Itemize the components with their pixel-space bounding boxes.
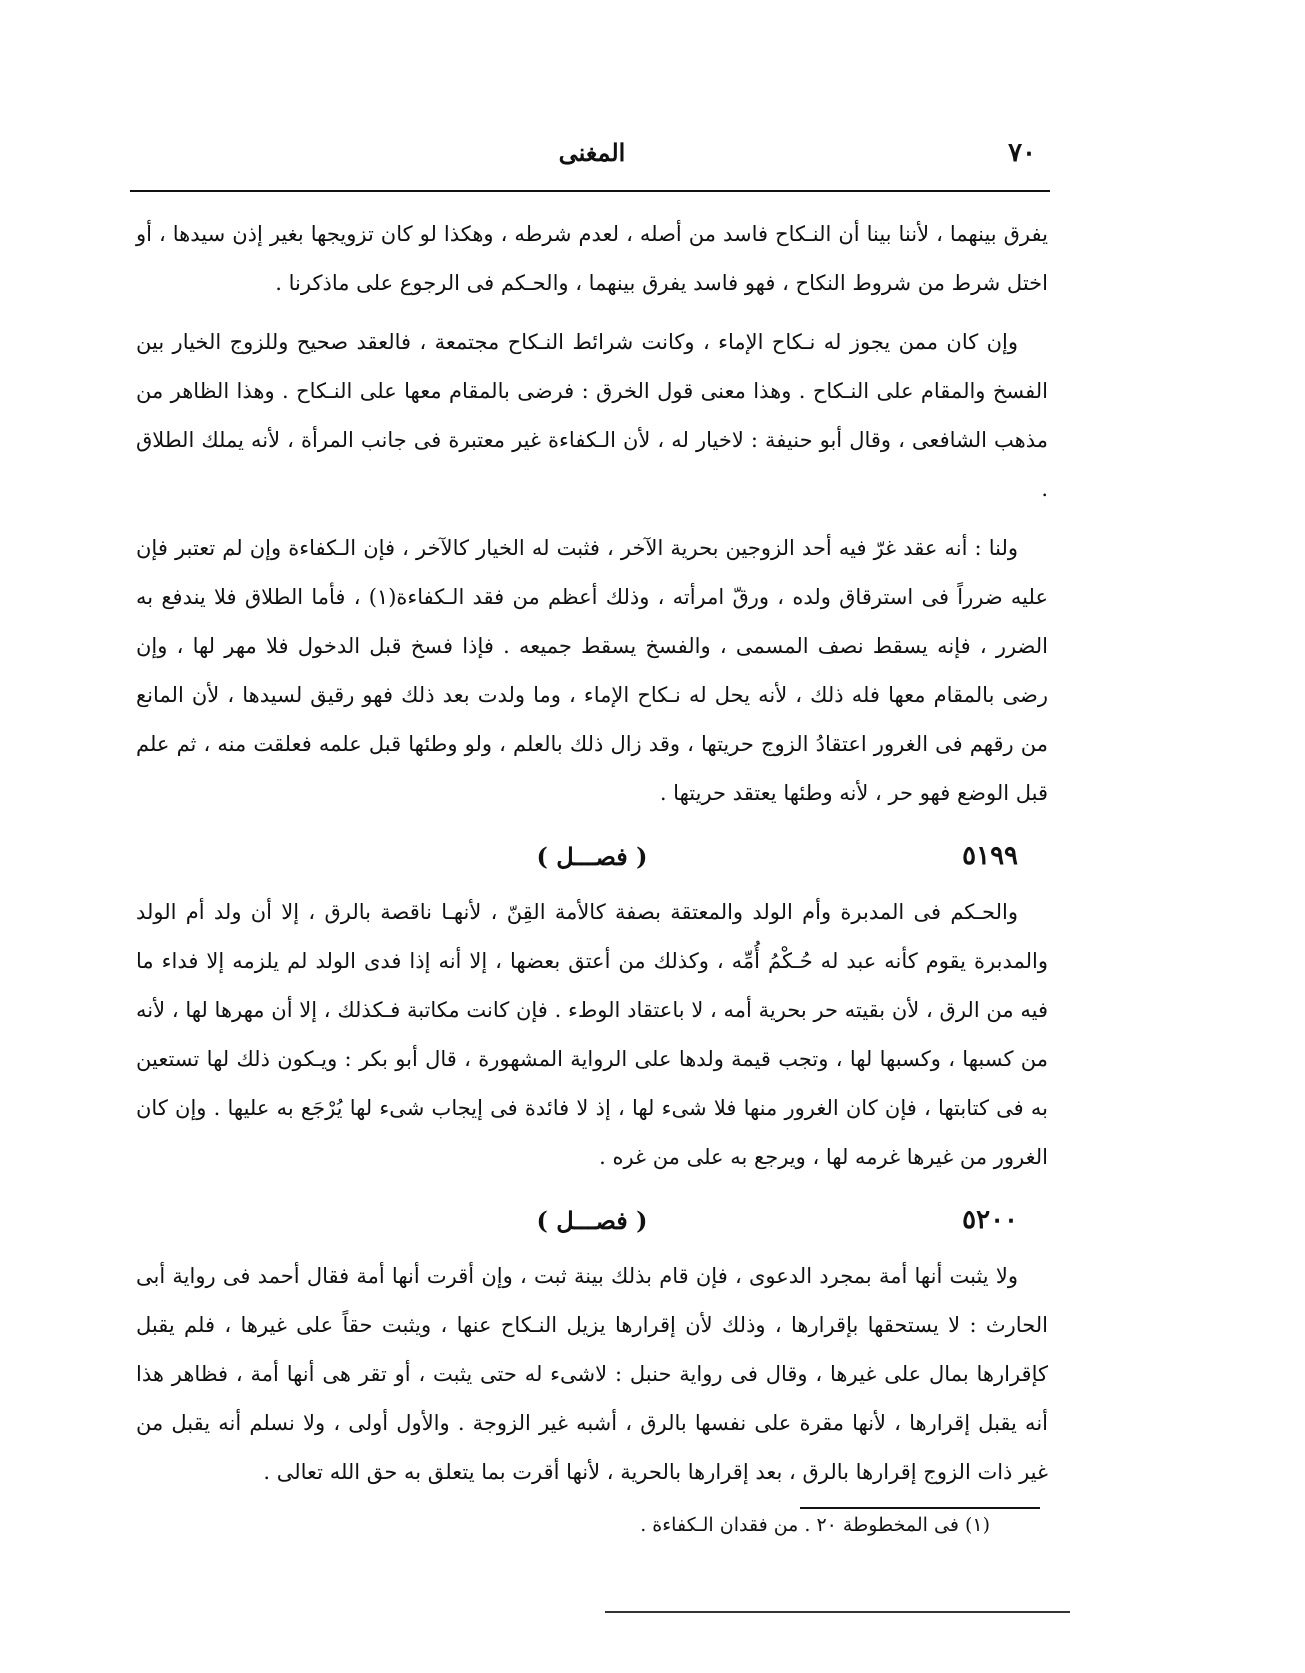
footnote: (١) فى المخطوطة ٢٠ . من فقدان الـكفاءة . — [640, 1514, 990, 1536]
section-heading — [136, 1192, 1048, 1244]
body-text — [136, 210, 1048, 1507]
running-title: المغنى — [558, 138, 626, 167]
section-heading — [136, 828, 1048, 880]
section-number: ٥١٩٩ — [962, 841, 1018, 871]
footnote-rule — [800, 1507, 1040, 1509]
section-label: ( فصـــل ) — [536, 842, 648, 871]
bottom-rule — [605, 1611, 1070, 1613]
header-rule — [130, 190, 1050, 192]
paragraph: ولنا : أنه عقد غرّ فيه أحد الزوجين بحرية الآخر ، فثبت له الخيار كالآخر ، فإن الـكفاءة وإن لم تعتبر فإن عليه ضرراً فى استرقاق ولده ، ورقّ امرأته ، وذلك أعظم من فقد الـكفاءة(١) ، فأما الطلاق فلا يندفع به الضرر ، فإنه يسقط نصف المسمى ، والفسخ يسقط جميعه . فإذا فسخ قبل الدخول فلا مهر لها ، وإن رضى بالمقام معها فله ذلك ، لأنه يحل له نـكاح الإماء ، وما ولدت بعد ذلك فهو رقيق لسيدها ، لأن المانع من رقهم فى الغرور اعتقادُ الزوج حريتها ، وقد زال ذلك بالعلم ، ولو وطئها قبل علمه فعلقت منه ، ثم علم قبل الوضع فهو حر ، لأنه وطئها يعتقد حريتها . — [136, 536, 1049, 805]
paragraph: وإن كان ممن يجوز له نـكاح الإماء ، وكانت شرائط النـكاح مجتمعة ، فالعقد صحيح وللزوج الخيار بين الفسخ والمقام على النـكاح . وهذا معنى قول الخرق : فرضى بالمقام معها على النـكاح . وهذا الظاهر من مذهب الشافعى ، وقال أبو حنيفة : لاخيار له ، لأن الـكفاءة غير معتبرة فى جانب المرأة ، لأنه يملك الطلاق . — [136, 330, 1048, 501]
page-header — [136, 130, 1048, 180]
section-number: ٥٢٠٠ — [962, 1205, 1018, 1235]
section-label: ( فصـــل ) — [536, 1206, 648, 1235]
paragraph: يفرق بينهما ، لأننا بينا أن النـكاح فاسد من أصله ، لعدم شرطه ، وهكذا لو كان تزويجها بغير إذن سيدها ، أو اختل شرط من شروط النكاح ، فهو فاسد يفرق بينهما ، والحـكم فى الرجوع على ماذكرنا . — [136, 222, 1048, 295]
paragraph: ولا يثبت أنها أمة بمجرد الدعوى ، فإن قام بذلك بينة ثبت ، وإن أقرت أنها أمة فقال أحمد فى رواية أبى الحارث : لا يستحقها بإقرارها ، وذلك لأن إقرارها يزيل النـكاح عنها ، ويثبت حقاً على غيرها ، فلم يقبل كإقرارها بمال على غيرها ، وقال فى رواية حنبل : لاشىء له حتى يثبت ، أو تقر هى أنها أمة ، فظاهر هذا أنه يقبل إقرارها ، لأنها مقرة على نفسها بالرق ، أشبه غير الزوجة . والأول أولى ، ولا نسلم أنه يقبل من غير ذات الزوج إقرارها بالرق ، بعد إقرارها بالحرية ، لأنها أقرت بما يتعلق به حق الله تعالى . — [136, 1264, 1048, 1484]
paragraph: والحـكم فى المدبرة وأم الولد والمعتقة بصفة كالأمة القِنّ ، لأنهـا ناقصة بالرق ، إلا أن ولد أم الولد والمدبرة يقوم كأنه عبد له حُـكْمُ أُمِّه ، وكذلك من أعتق بعضها ، إلا أنه إذا فدى الولد لم يلزمه إلا فداء ما فيه من الرق ، لأن بقيته حر بحرية أمه ، لا باعتقاد الوطء . فإن كانت مكاتبة فـكذلك ، إلا أن مهرها لها ، لأنه من كسبها ، وكسبها لها ، وتجب قيمة ولدها على الرواية المشهورة ، قال أبو بكر : ويـكون ذلك لها تستعين به فى كتابتها ، فإن كان الغرور منها فلا شىء لها ، إذ لا فائدة فى إيجاب شىء لها يُرْجَع به عليها . وإن كان الغرور من غيرها غرمه لها ، ويرجع به على من غره . — [136, 900, 1048, 1169]
page-number: ٧٠ — [1008, 138, 1036, 168]
